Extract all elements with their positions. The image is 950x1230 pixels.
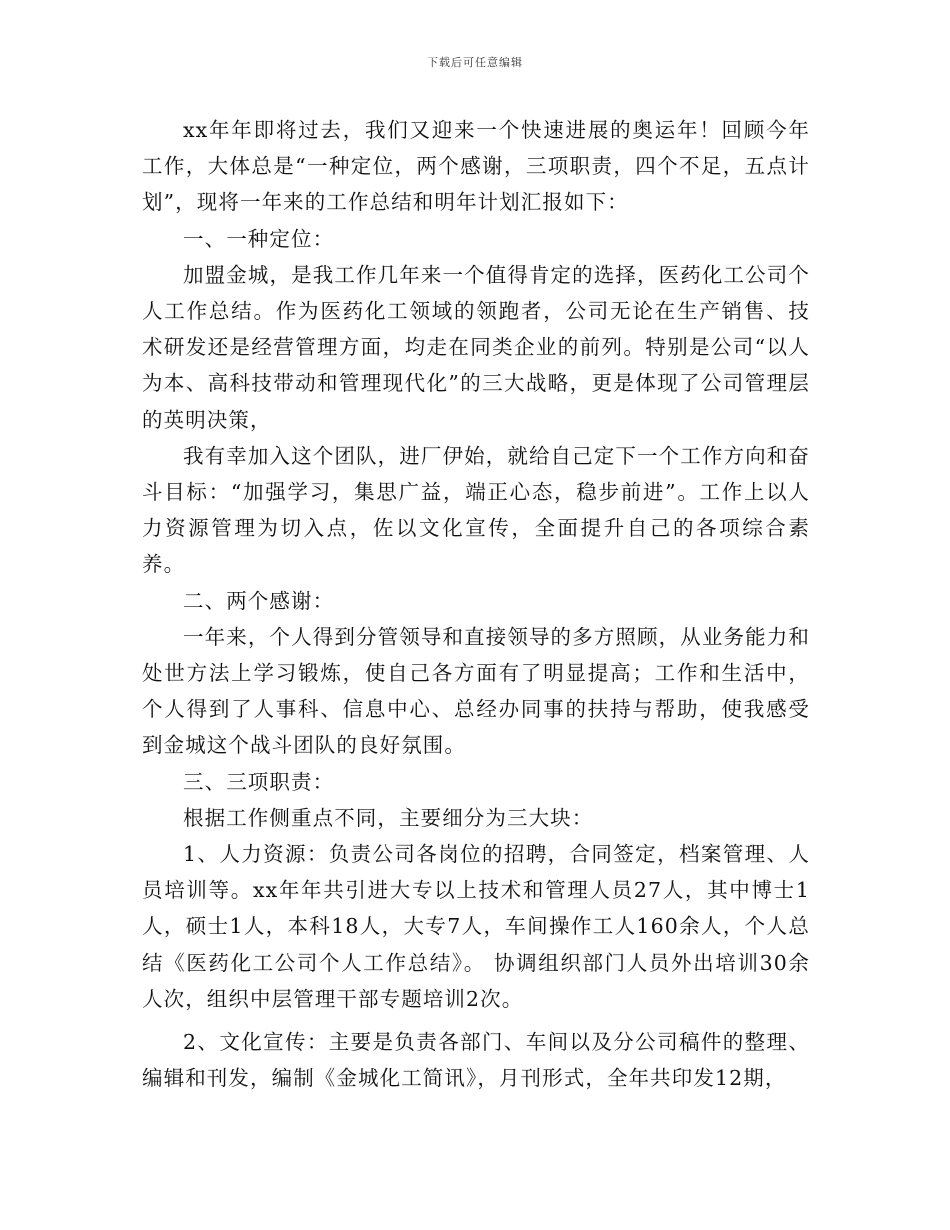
section-heading-duties: 三、三项职责：	[183, 769, 335, 794]
positioning-paragraph: 加盟金城，是我工作几年来一个值得肯定的选择，医药化工公司个人工作总结。作为医药化工领域的领跑者，公司无论在生产销售、技术研发还是经营管理方面，均走在同类企业的前列。特别是公司“以人为本、高科技带动和管理现代化”的三大战略，更是体现了公司管理层的英明决策，	[142, 262, 810, 432]
thanks-paragraph: 一年来，个人得到分管领导和直接领导的多方照顾，从业务能力和处世方法上学习锻炼，使自己各方面有了明显提高；工作和生活中，个人得到了人事科、信息中心、总经办同事的扶持与帮助，使我感受到金城这个战斗团队的良好氛围。	[142, 624, 810, 758]
section-heading-thanks: 二、两个感谢：	[183, 588, 335, 613]
section-heading-positioning: 一、一种定位：	[183, 226, 335, 251]
page-header-note: 下载后可任意编辑	[427, 56, 523, 69]
duties-intro-paragraph: 根据工作侧重点不同，主要细分为三大块：	[183, 805, 594, 830]
duty-culture-paragraph: 2、文化宣传：主要是负责各部门、车间以及分公司稿件的整理、编辑和刊发，编制《金城化工简讯》，月刊形式，全年共印发12期，	[142, 1030, 810, 1091]
document-body	[142, 112, 810, 1096]
duty-hr-paragraph: 1、人力资源：负责公司各岗位的招聘，合同签定，档案管理、人员培训等。xx年年共引进大专以上技术和管理人员27人，其中博士1人，硕士1人，本科18人，大专7人，车间操作工人160余人，个人总结《医药化工公司个人工作总结》。 协调组织部门人员外出培训30余人次，组织中层管理干部专题培训2次。	[142, 842, 810, 1011]
goal-paragraph: 我有幸加入这个团队，进厂伊始，就给自己定下一个工作方向和奋斗目标：“加强学习，集思广益，端正心态，稳步前进”。工作上以人力资源管理为切入点，佐以文化宣传，全面提升自己的各项综合素养。	[142, 443, 810, 577]
intro-paragraph: xx年年即将过去，我们又迎来一个快速进展的奥运年！回顾今年工作，大体总是“一种定位，两个感谢，三项职责，四个不足，五点计划”，现将一年来的工作总结和明年计划汇报如下：	[142, 118, 810, 215]
